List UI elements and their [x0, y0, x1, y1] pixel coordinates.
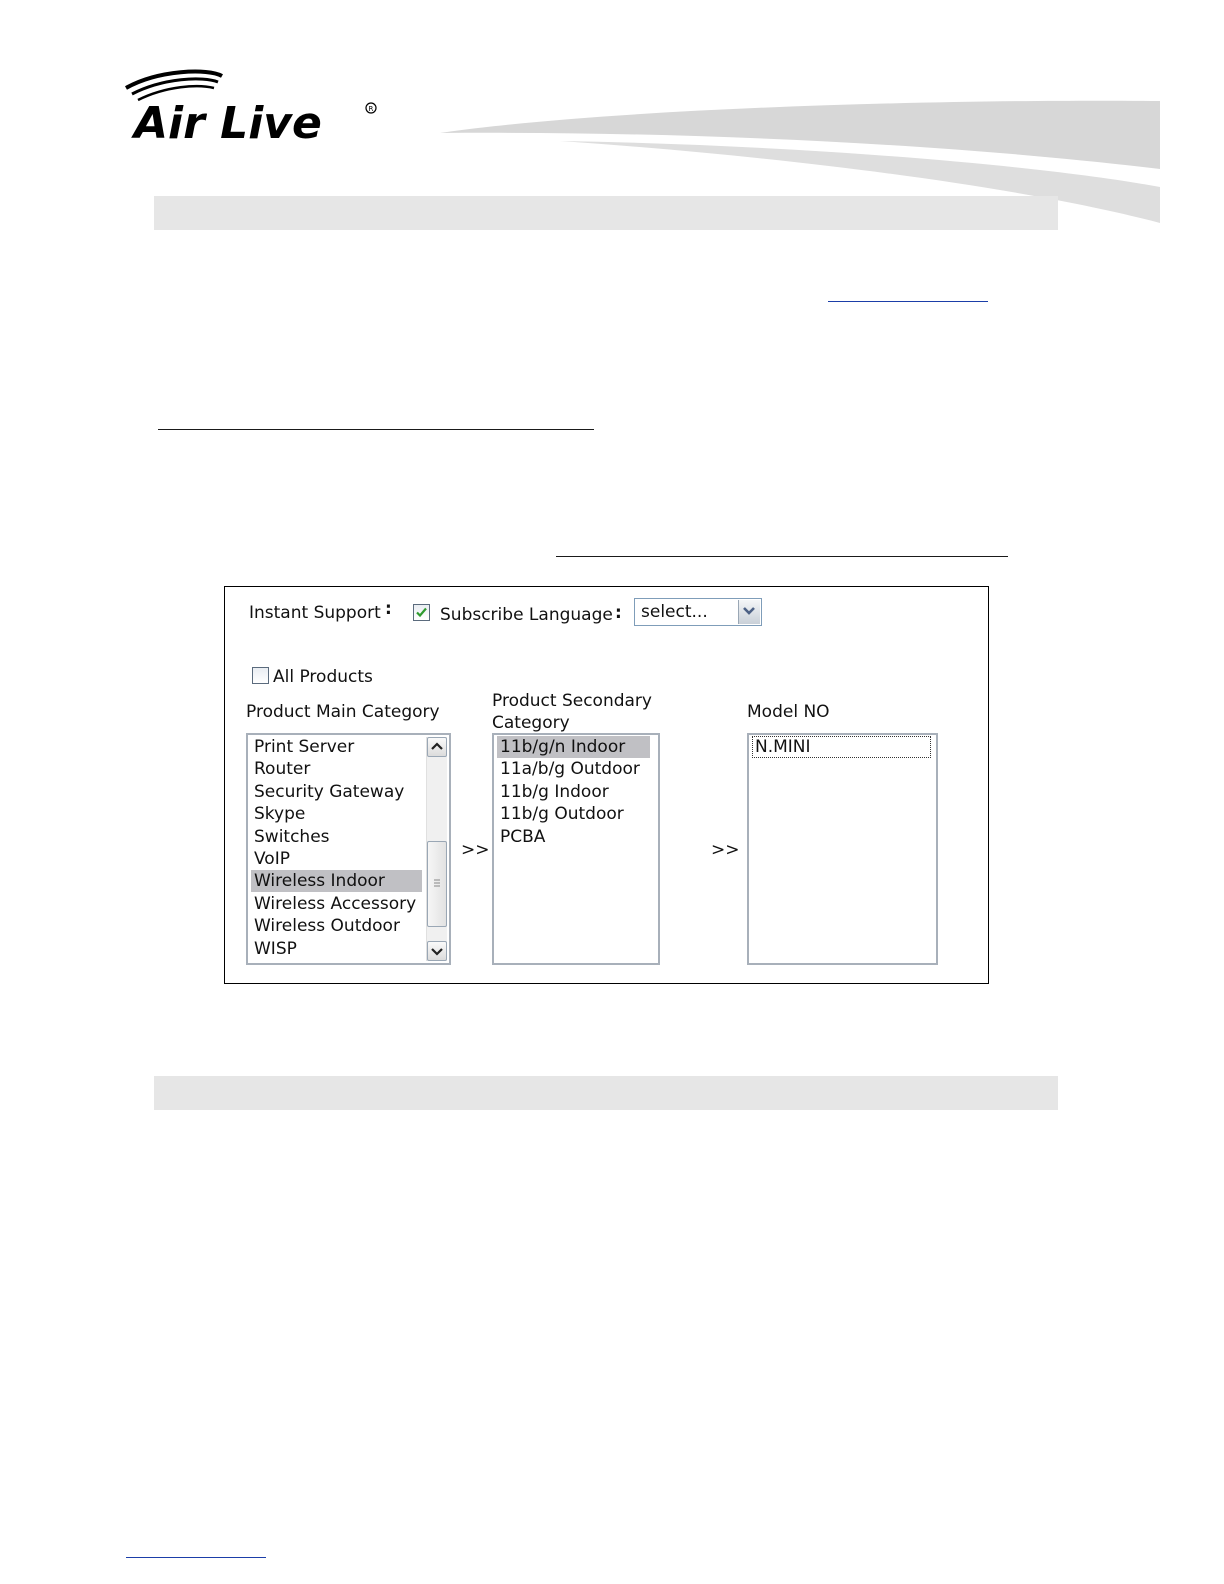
language-select[interactable] [634, 598, 762, 626]
section-header-bar [154, 196, 1058, 230]
chevron-up-icon [428, 738, 446, 756]
section-header-bar [154, 1076, 1058, 1110]
subscription-form-screenshot [224, 586, 989, 984]
scroll-thumb[interactable] [427, 841, 447, 927]
arrow-separator: >> [461, 840, 490, 860]
list-item[interactable]: Router [254, 759, 311, 780]
text-underline [556, 556, 1008, 557]
arrow-separator: >> [711, 840, 740, 860]
instant-support-checkbox[interactable] [413, 604, 430, 621]
list-item[interactable]: VoIP [254, 849, 290, 869]
secondary-category-label-line1: Product Secondary [492, 691, 652, 711]
list-item[interactable]: Wireless Indoor [251, 870, 422, 892]
main-category-label: Product Main Category [246, 702, 440, 722]
list-item[interactable]: PCBA [500, 826, 546, 847]
secondary-category-listbox[interactable] [492, 733, 660, 965]
chevron-down-icon [739, 600, 759, 622]
grip-icon [428, 842, 446, 926]
main-category-listbox[interactable] [246, 733, 451, 965]
separator-colon: : [615, 603, 622, 623]
svg-text:R: R [368, 105, 374, 113]
airlive-logo [118, 68, 378, 148]
secondary-category-label-line2: Category [492, 713, 570, 733]
list-item[interactable]: Switches [254, 826, 330, 847]
list-item[interactable]: 11b/g/n Indoor [497, 736, 650, 758]
list-item[interactable]: 11b/g Outdoor [500, 804, 624, 825]
list-item[interactable]: Print Server [254, 737, 355, 757]
list-item[interactable]: 11b/g Indoor [500, 781, 609, 802]
instant-support-label: Instant Support [249, 603, 381, 623]
list-item[interactable]: N.MINI [752, 736, 931, 758]
separator-colon: : [385, 599, 392, 619]
list-item[interactable]: WISP [254, 938, 297, 959]
link-underline[interactable] [828, 301, 988, 302]
scroll-up-button[interactable] [427, 737, 447, 757]
list-item[interactable]: Skype [254, 804, 306, 825]
all-products-label: All Products [273, 667, 373, 687]
main-category-scrollbar[interactable] [426, 737, 447, 961]
subscribe-language-label: Subscribe Language [440, 605, 613, 625]
list-item[interactable]: 11a/b/g Outdoor [500, 759, 640, 780]
language-select-value: select... [641, 602, 708, 622]
all-products-checkbox[interactable] [252, 667, 269, 684]
chevron-down-icon [428, 942, 446, 960]
model-no-label: Model NO [747, 702, 830, 722]
footer-link-underline[interactable] [126, 1557, 266, 1558]
list-item[interactable]: Security Gateway [254, 781, 405, 802]
list-item[interactable]: Wireless Outdoor [254, 916, 400, 937]
heading-underline [158, 429, 594, 430]
scroll-down-button[interactable] [427, 941, 447, 961]
dropdown-button[interactable] [738, 600, 760, 624]
check-icon [415, 606, 428, 619]
model-listbox[interactable] [747, 733, 938, 965]
list-item[interactable]: Wireless Accessory [254, 893, 417, 914]
logo-wordmark: Air Live [134, 98, 322, 148]
